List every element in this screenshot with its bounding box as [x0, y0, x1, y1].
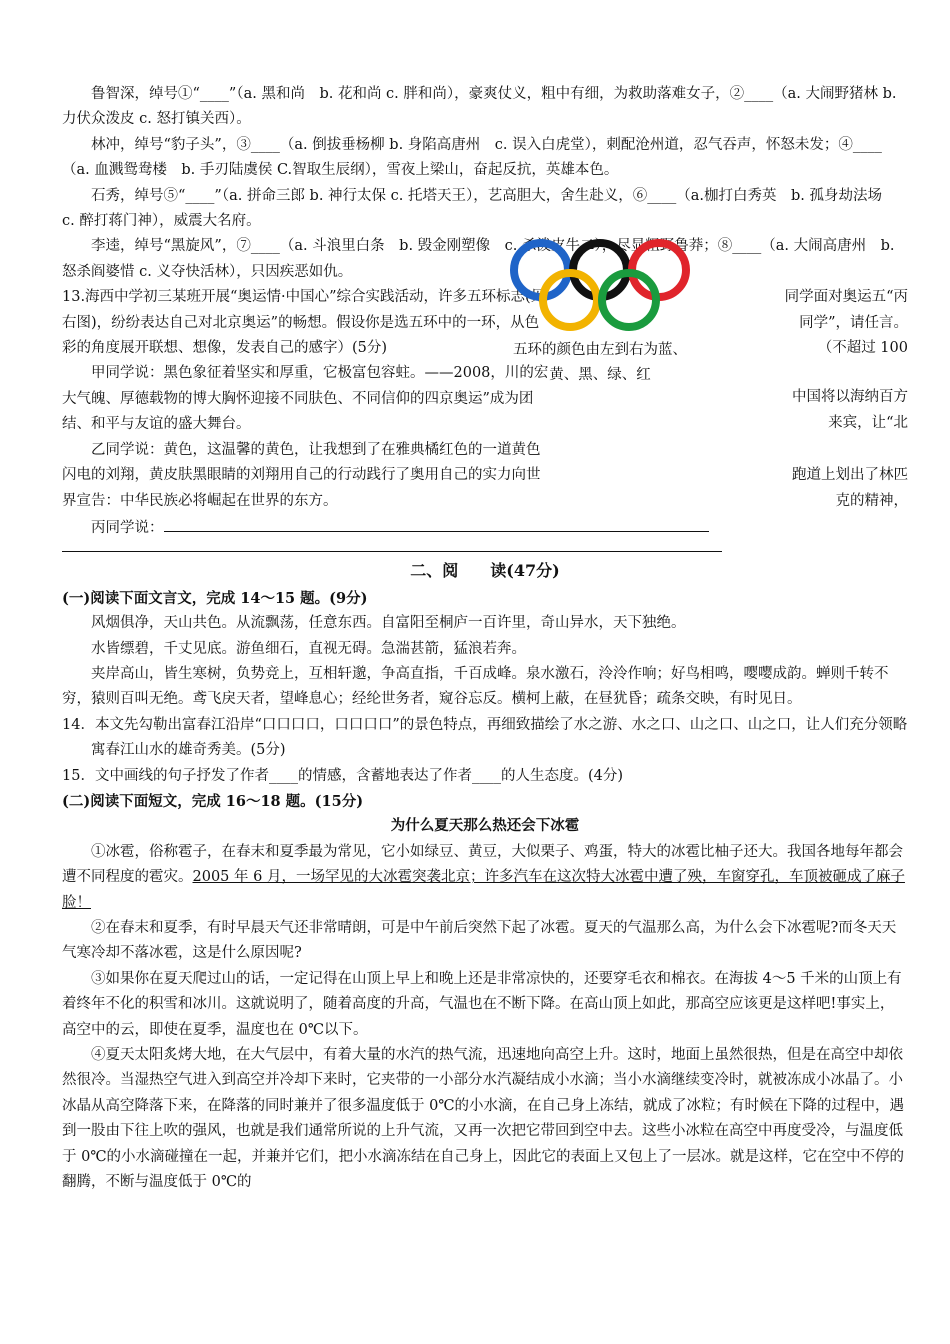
classical-para-1: 风烟俱净，天山共色。从流飘荡，任意东西。自富阳至桐庐一百许里，奇山异水，天下独绝。	[91, 615, 686, 632]
ring-black	[573, 243, 627, 297]
exam-page	[62, 82, 908, 1195]
part2-heading: (二)阅读下面短文，完成 16～18 题。(15分)	[62, 792, 364, 810]
article-para-1	[62, 840, 908, 916]
olympic-rings-figure	[508, 236, 692, 388]
article-para-4: ④夏天太阳炙烤大地，在大气层中，有着大量的水汽的热气流，迅速地向高空上升。这时，地面上虽然很热，但是在高空中却依然很冷。当湿热空气进入到高空并冷却下来时，它夹带的一小部分水汽凝结成小水滴；当小水滴继续变冷时，就被冻成小冰晶了。小冰晶从高空降落下来，在降落的同时兼并了很多温度低于 0℃的小水滴，在自己身上冻结，就成了冰粒；有时候在下降的过程中，遇到一股由下往上吹的强风，也就是我们通常所说的上升气流，又再一次把它带回到空中去。这些小冰粒在高空中再度受冷，与温度低于 0℃的小水滴碰撞在一起，并兼并它们，把小水滴冻结在自己身上，因此它的表面上又包上了一层冰。就是这样，它在空中不停的翻腾，不断与温度低于 0℃的	[62, 1047, 905, 1191]
q13-bing-label: 丙同学说：	[91, 519, 164, 536]
q12-lin-chong: 林冲，绰号“豹子头”，③____（a. 倒拔垂杨柳 b. 身陷高唐州 c. 误入白虎堂），刺配沧州道，忍气吞声，怀怒未发；④____（a. 血溅鸳鸯楼 b. 手刃陆虞侯 C.智取生辰纲），雪夜上梁山，奋起反抗，英雄本色。	[62, 136, 882, 179]
q13-answer-blank[interactable]	[164, 531, 709, 532]
q13-intro-right: 同学面对奥运五“丙同学”，请任言。（不超过 100	[784, 289, 908, 357]
question-15: 15．文中画线的句子抒发了作者____的情感，含蓄地表达了作者____的人生态度。(4分)	[62, 767, 623, 784]
question-14: 14．本文先勾勒出富春江沿岸“口口口口，口口口口”的景色特点，再细致描绘了水之游、水之口、山之口、山之口，让人们充分领略寓春江山水的雄奇秀美。(5分)	[62, 716, 908, 759]
article-para-3: ③如果你在夏天爬过山的话，一定记得在山顶上早上和晚上还是非常凉快的，还要穿毛衣和棉衣。在海拔 4～5 千米的山顶上有着终年不化的积雪和冰川。这就说明了，随着高度的升高，气温也在不断下降。在高山顶上如此，那高空应该更是这样吧!事实上，高空中的云，即使在夏季，温度也在 0℃以下。	[62, 970, 902, 1038]
q12-li-kui: 李逵，绰号“黑旋风”，⑦____（a. 斗浪里白条 b. 毁金刚塑像 c. 杀泼皮牛二），尽显粗野鲁莽；⑧____（a. 大闹高唐州 b. 怒杀阎婆惜 c. 义夺快活林），只因疾恶如仇。	[62, 238, 895, 280]
article-para-1-underlined: 2005 年 6 月，一场罕见的大冰雹突袭北京；许多汽车在这次特大冰雹中遭了殃，车窗穿孔，车顶被砸成了麻子脸！	[62, 869, 905, 911]
ring-red	[632, 243, 686, 297]
article-para-1-text: ①冰雹，俗称雹子，在春末和夏季最为常见，它小如绿豆、黄豆，大似栗子、鸡蛋，特大的冰雹比柚子还大。我国各地每年都会遭不同程度的雹灾。	[62, 843, 903, 886]
question-13	[62, 285, 908, 552]
article-title: 为什么夏天那么热还会下冰雹	[390, 818, 580, 835]
q13-yi-right: 跑道上划出了林匹克的精神，	[792, 467, 908, 509]
ring-yellow	[543, 273, 597, 327]
classical-para-3: 夹岸高山，皆生寒树，负势竞上，互相轩邈，争高直指，千百成峰。泉水激石，泠泠作响；好鸟相鸣，嘤嘤成韵。蝉则千转不穷，猿则百叫无绝。鸢飞戾天者，望峰息心；经纶世务者，窥谷忘反。横柯上蔽，在昼犹昏；疏条交映，有时见日。	[62, 665, 889, 708]
q13-intro: 13.海西中学初三某班开展“奥运情·中国心”综合实践活动，许多五环标志(见右图)，纷纷表达自己对北京奥运”的畅想。假设你是选五环中的一环，从色彩的角度展开联想、想像，发表自己的感字）(5分)	[62, 289, 546, 357]
ring-green	[602, 273, 656, 327]
q13-jia: 甲同学说：黑色象征着坚实和厚重，它极富包容蛀。——2008，川的宏大气魄、厚德载物的博大胸怀迎接不同肤色、不同信仰的四京奥运”成为团结、和平与友谊的盛大舞台。	[62, 365, 549, 433]
classical-para-2: 水皆缥碧，千丈见底。游鱼细石，直视无碍。急湍甚箭，猛浪若奔。	[91, 640, 526, 657]
olympic-rings-image	[508, 236, 692, 338]
q12-shi-xiu: 石秀，绰号⑤“____”（a. 拼命三郎 b. 神行太保 c. 托塔天王），艺高胆大，舍生赴义，⑥____（a.枷打白秀英 b. 孤身劫法场 c. 醉打蒋门神），威震大名府。	[62, 187, 897, 230]
ring-blue	[514, 243, 568, 297]
section-heading: 二、阅 读(47分)	[410, 561, 560, 581]
q13-bing-line[interactable]	[62, 516, 908, 541]
part1-heading: (一)阅读下面文言文，完成 14～15 题。(9分)	[62, 589, 368, 607]
q13-jia-right: 中国将以海纳百方来宾，让“北	[792, 389, 908, 431]
q13-yi: 乙同学说：黄色，这温馨的黄色，让我想到了在雅典橘红色的一道黄色闪电的刘翔，黄皮肤黑眼睛的刘翔用自己的行动践行了奥用自己的实力向世界宣告：中华民族必将崛起在世界的东方。	[62, 441, 541, 509]
q12-lu-zhishen: 鲁智深，绰号①“____”（a. 黑和尚 b. 花和尚 c. 胖和尚），豪爽仗义，粗中有细，为救助落难女子，②____（a. 大闹野猪林 b. 力伏众泼皮 c. 怒打镇关西）。	[62, 86, 897, 128]
rings-caption: 五环的颜色由左到右为蓝、黄、黑、绿、红	[513, 342, 687, 383]
article-para-2: ②在春末和夏季，有时早晨天气还非常晴朗，可是中午前后突然下起了冰雹。夏天的气温那么高，为什么会下冰雹呢?而冬天天气寒冷却不落冰雹，这是什么原因呢?	[62, 920, 897, 962]
q13-answer-line-2[interactable]	[62, 541, 722, 552]
